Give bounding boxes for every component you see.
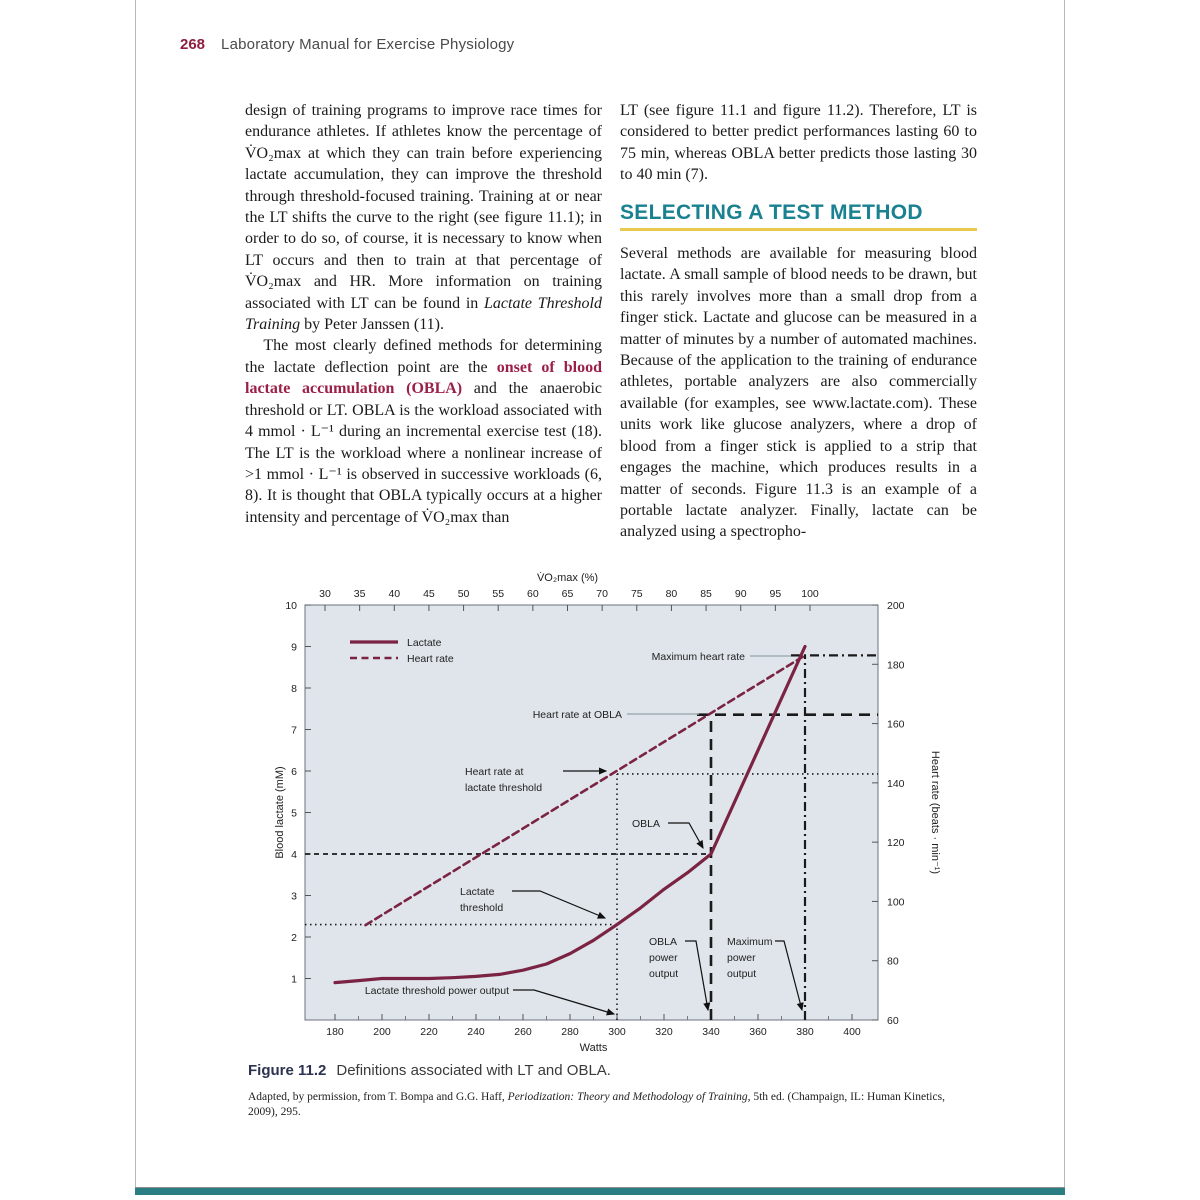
svg-text:1: 1 [291,973,297,986]
svg-text:80: 80 [887,955,899,968]
svg-text:3: 3 [291,890,297,903]
figure-11-2-chart [272,570,962,1062]
page-right-border [1064,0,1065,1193]
svg-text:40: 40 [388,588,401,600]
svg-text:200: 200 [373,1026,391,1038]
svg-text:220: 220 [420,1026,438,1038]
svg-text:50: 50 [457,588,470,600]
y-right-ticks [872,600,941,1027]
page-bottom-accent-bar [135,1187,1065,1195]
svg-text:70: 70 [596,588,608,600]
svg-text:180: 180 [887,659,905,672]
svg-text:55: 55 [492,588,505,600]
svg-text:Maximum heart rate: Maximum heart rate [651,651,745,663]
svg-text:85: 85 [700,588,712,600]
body-text: design of training programs to improve race times for endurance athletes. If athletes know the percentage of V̇O₂max at which they can train before experiencing lactate accumulation, they can improve the threshold through threshold-focused training. Training at or near the LT shifts the curve to the right (see figure 11.1); in order to do so, of course, it is necessary to know when LT occurs and then to train at that percentage of V̇O₂max and HR. More information on training associated with LT can be found in [245,102,602,312]
body-text: by Peter Janssen (11). [300,316,444,334]
chart-svg [272,570,962,1062]
svg-text:80: 80 [665,588,678,600]
svg-text:95: 95 [769,588,782,600]
svg-text:140: 140 [887,777,905,790]
svg-text:OBLA: OBLA [632,818,661,830]
svg-text:160: 160 [887,718,905,731]
figure-label: Figure 11.2 [248,1062,327,1079]
right-text-column [620,100,977,543]
paragraph: Several methods are available for measuring blood lactate. A small sample of blood needs to be drawn, but this rarely involves more than a small drop from a finger stick. Lactate and glucose can be measured in a matter of minutes by a number of automated machines. Because of the application to the training of endurance athletes, portable analyzers are also commercially available (for examples, see www.lactate.com). These units work like glucose analyzers, where a drop of blood from a finger stick is applied to a strip that engages the machine, which produces results in a matter of seconds. Figure 11.3 is an example of a portable lactate analyzer. Finally, lactate can be analyzed using a spectropho- [620,245,977,541]
running-title: Laboratory Manual for Exercise Physiology [221,36,515,53]
svg-text:output: output [727,968,757,980]
svg-text:100: 100 [801,588,819,600]
figure-caption-text: Definitions associated with LT and OBLA. [336,1062,611,1079]
svg-text:4: 4 [291,849,297,861]
svg-text:340: 340 [702,1026,720,1038]
svg-text:power: power [727,952,756,964]
svg-text:240: 240 [467,1026,485,1038]
svg-text:90: 90 [734,588,747,600]
svg-text:Lactate: Lactate [460,886,495,898]
svg-text:300: 300 [608,1026,626,1038]
body-text: and the anaerobic threshold or LT. OBLA is the workload associated with 4 mmol · L⁻¹ during an incremental exercise test (18). The LT is the workload where a nonlinear increase of >1 mmol · L⁻¹ is observed in successive workloads (6, 8). It is thought that OBLA typically occurs at a higher intensity and percentage of V̇O₂max than [245,380,603,526]
svg-text:Watts: Watts [579,1042,608,1054]
svg-text:power: power [649,952,678,964]
page-number: 268 [180,36,206,53]
svg-text:180: 180 [326,1026,344,1038]
svg-text:400: 400 [843,1026,861,1038]
body-text: The most clearly defined methods for determining the lactate deflection point are the [245,337,602,376]
svg-text:65: 65 [561,588,574,600]
svg-text:Heart rate at OBLA: Heart rate at OBLA [532,709,622,721]
credit-text: Adapted, by permission, from T. Bompa and G.G. Haff, [248,1091,508,1103]
svg-text:Lactate: Lactate [407,637,442,649]
svg-text:45: 45 [423,588,435,600]
svg-text:10: 10 [285,600,297,612]
paragraph: LT (see figure 11.1 and figure 11.2). Therefore, LT is considered to better predict performances lasting 60 to 75 min, whereas OBLA better predicts those lasting 30 to 40 min (7). [620,102,977,184]
svg-text:7: 7 [291,724,297,737]
svg-text:lactate threshold: lactate threshold [465,782,543,794]
credit-text: 5th ed. (Champaign, IL: Human Kinetics, 2009), 295. [248,1091,945,1118]
svg-text:30: 30 [319,588,331,600]
plot-area [305,605,878,1020]
svg-text:5: 5 [291,807,297,820]
svg-text:35: 35 [353,588,366,600]
section-heading: SELECTING A TEST METHOD [620,202,977,231]
svg-text:60: 60 [527,588,539,600]
svg-text:100: 100 [887,896,905,909]
svg-text:60: 60 [887,1015,899,1027]
svg-text:380: 380 [796,1026,814,1038]
svg-text:2: 2 [291,932,297,944]
paragraph [245,100,602,335]
svg-text:output: output [649,968,679,980]
page-header [180,36,880,53]
svg-text:Blood lactate (mM): Blood lactate (mM) [274,766,286,859]
svg-text:V̇O₂max (%): V̇O₂max (%) [536,572,599,584]
svg-text:OBLA: OBLA [649,936,678,948]
page-left-border [135,0,136,1193]
svg-text:9: 9 [291,641,297,654]
paragraph [245,335,602,528]
svg-text:260: 260 [514,1026,532,1038]
figure-caption [248,1062,988,1079]
svg-text:75: 75 [630,588,643,600]
left-text-column [245,100,602,528]
svg-text:280: 280 [561,1026,579,1038]
svg-text:360: 360 [749,1026,767,1038]
svg-text:Maximum: Maximum [727,936,773,948]
svg-text:120: 120 [887,837,905,850]
figure-credit [248,1090,973,1120]
key-term-obla: onset of blood lactate accumulation (OBLA) [245,358,603,398]
svg-text:320: 320 [655,1026,673,1038]
svg-text:Lactate threshold power output: Lactate threshold power output [364,985,509,997]
svg-text:Heart rate: Heart rate [407,653,454,665]
credit-book-title: Periodization: Theory and Methodology of Training, [507,1091,751,1103]
svg-text:Heart rate (beats · min⁻¹): Heart rate (beats · min⁻¹) [929,750,941,875]
book-title-italic: Lactate Threshold Training [245,294,603,334]
svg-text:6: 6 [291,766,297,778]
svg-text:200: 200 [887,600,905,612]
svg-text:8: 8 [291,683,297,695]
svg-text:threshold: threshold [460,902,504,914]
svg-text:Heart rate at: Heart rate at [465,766,524,778]
